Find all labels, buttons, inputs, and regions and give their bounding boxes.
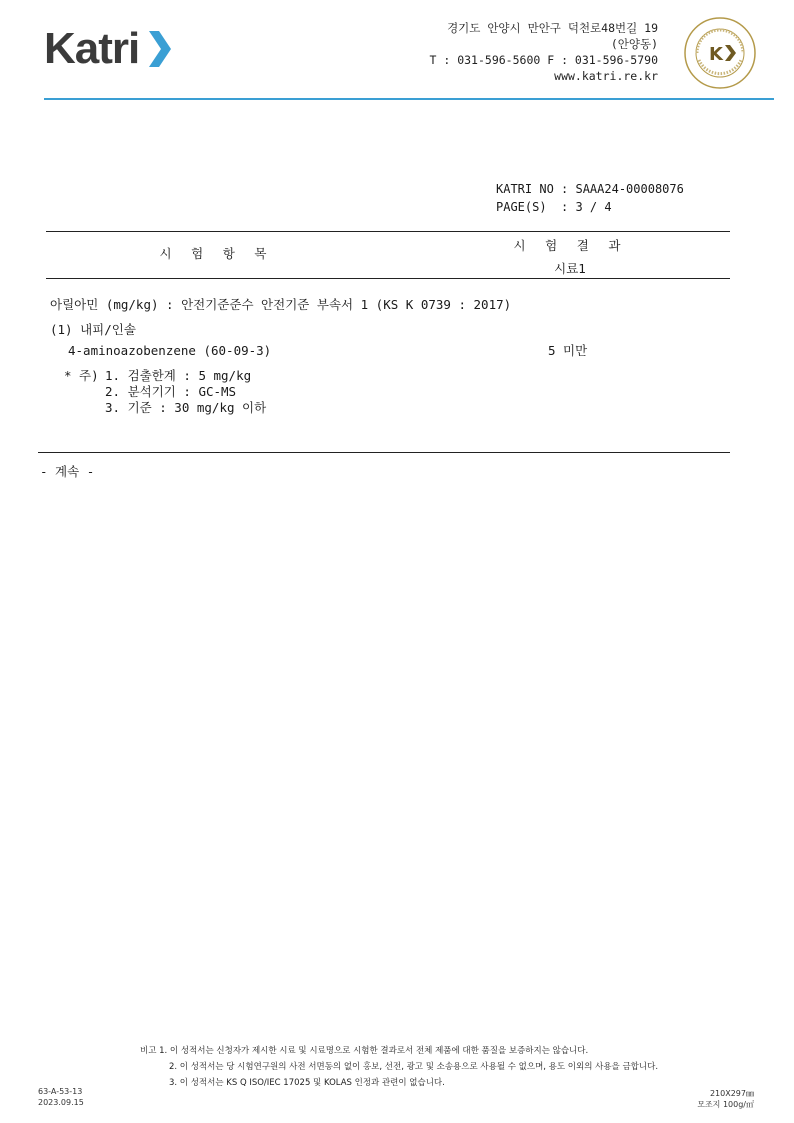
footnote-2: 2. 이 성적서는 당 시험연구원의 사전 서면동의 없이 홍보, 선전, 광고 및 소송용으로 사용될 수 없으며, 용도 이외의 사용을 금합니다. (169, 1062, 659, 1072)
address-line-1: 경기도 안양시 만안구 덕천로48번길 19 (447, 21, 658, 35)
logo-text: Katri (44, 24, 140, 73)
test-item-result: 5 미만 (548, 343, 588, 358)
website: www.katri.re.kr (554, 69, 658, 83)
notes-prefix: * 주) (64, 368, 99, 383)
footnote-3: 3. 이 성적서는 KS Q ISO/IEC 17025 및 KOLAS 인정과 관련이 없습니다. (169, 1078, 445, 1088)
katri-no-value: SAAA24-00008076 (575, 182, 684, 196)
katri-logo (44, 24, 173, 74)
note-detection-limit: 1. 검출한계 : 5 mg/kg (105, 368, 252, 383)
subsection-title: (1) 내피/인솔 (50, 322, 136, 337)
katri-no-label: KATRI NO (496, 182, 554, 196)
katri-seal-icon (683, 16, 757, 90)
footnote-1: 비고 1. 이 성적서는 신청자가 제시한 시료 및 시료명으로 시험한 결과로서 전체 제품에 대한 품질을 보증하지는 않습니다. (140, 1046, 589, 1056)
address-line-2: (안양동) (610, 37, 658, 51)
note-criterion: 3. 기준 : 30 mg/kg 이하 (105, 400, 267, 415)
section-title: 아릴아민 (mg/kg) : 안전기준준수 안전기준 부속서 1 (KS K 0739 : 2017) (50, 297, 512, 312)
continued-marker: - 계속 - (40, 464, 95, 479)
table-header-rule (46, 278, 730, 279)
test-item-name: 4-aminoazobenzene (60-09-3) (68, 343, 272, 358)
logo-chevron-icon (147, 29, 173, 69)
header-divider (44, 98, 774, 100)
institute-address (430, 20, 658, 84)
paper-size: 210X297㎜ (709, 1089, 754, 1098)
form-code: 63-A-53-13 (38, 1087, 83, 1096)
header-test-item: 시 험 항 목 (159, 246, 273, 261)
paper-spec-block (697, 1088, 754, 1110)
header-test-result: 시 험 결 과 (513, 238, 627, 253)
svg-text:K: K (709, 44, 723, 65)
footnotes (140, 1043, 658, 1091)
page-value: 3 / 4 (575, 200, 612, 214)
note-instrument: 2. 분석기기 : GC-MS (105, 384, 237, 399)
table-top-rule (46, 231, 730, 232)
document-number-block: KATRI NO : SAAA24-00008076 PAGE(S) : 3 / 4 (496, 182, 684, 214)
form-code-block (38, 1086, 84, 1108)
paper-weight: 모조지 100g/㎡ (697, 1100, 754, 1109)
form-date: 2023.09.15 (38, 1098, 84, 1107)
phone-fax-line: T : 031-596-5600 F : 031-596-5790 (429, 53, 658, 67)
table-bottom-rule (38, 452, 730, 453)
header-sample: 시료1 (554, 261, 586, 276)
page-label: PAGE(S) (496, 200, 547, 214)
